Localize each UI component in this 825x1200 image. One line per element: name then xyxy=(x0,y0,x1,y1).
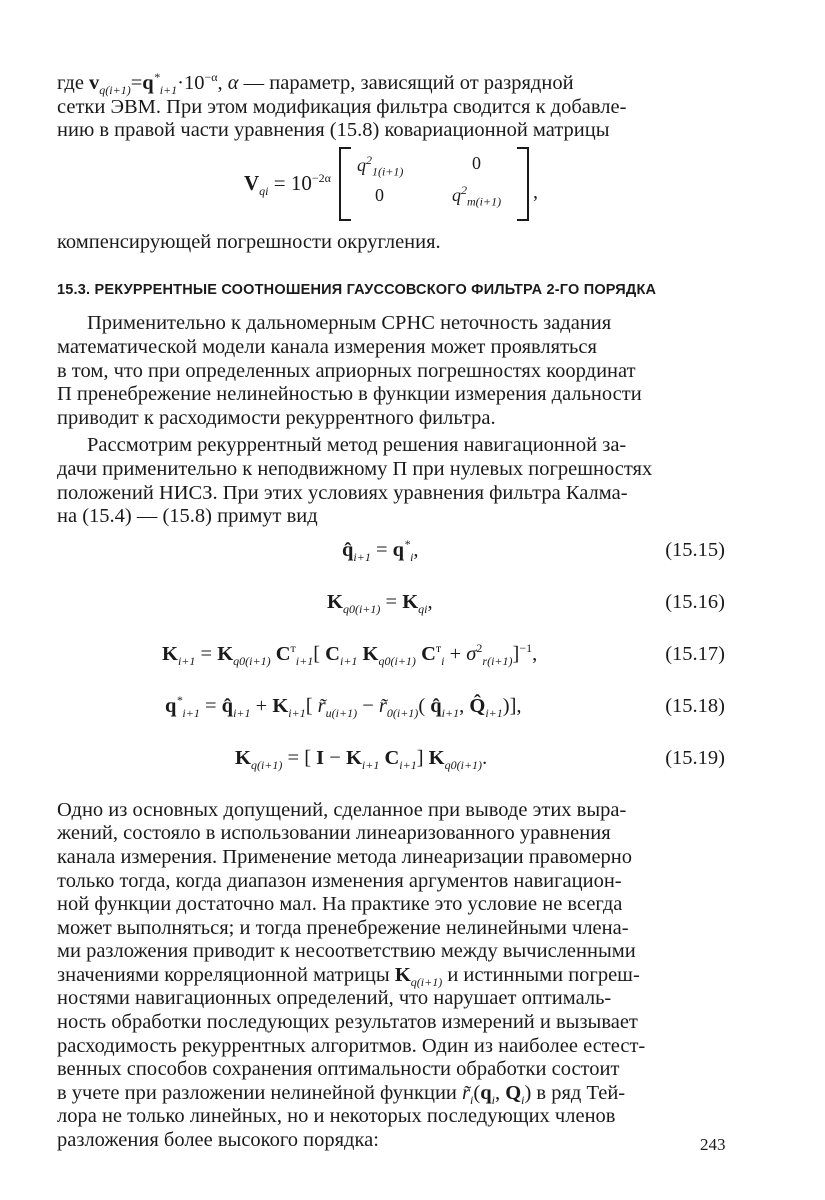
equation-number: (15.17) xyxy=(665,642,725,665)
equation-15-18: $q^*_{i+1}$ = $q̂_{i+1} + K_{i+1}$[ $r̃_{и(i+1)}$ − $r̃_{0(i+1)}$( $q̂_{i+1}$, $Q̂_{i+1}$)], (15.18) xyxy=(165,692,725,720)
equation-number: (15.19) xyxy=(665,746,725,769)
comma: , xyxy=(533,180,538,203)
equation-number: (15.16) xyxy=(665,590,725,613)
text-line: дачи применительно к неподвижному П при нулевых погрешностях xyxy=(57,457,653,480)
text-line: лора не только линейных, но и некоторых последующих членов xyxy=(57,1105,616,1128)
text-line: расходимость рекуррентных алгоритмов. Один из наиболее естест- xyxy=(57,1034,646,1057)
right-bracket xyxy=(517,147,529,221)
text-line: венных способов сохранения оптимальности обработки состоит xyxy=(57,1058,620,1081)
left-bracket xyxy=(339,147,351,221)
text-line: в учете при разложении нелинейной функции $r̃_i(q_i$, $Q_i$) в ряд Тей- xyxy=(57,1081,626,1107)
text-line: где $v_{q(i+1)}=q^*_{i+1}\cdot 10^{-\alpha}$, α — параметр, зависящий от разрядной xyxy=(57,70,574,98)
text-line: положений НИСЗ. При этих условиях уравнения фильтра Калма- xyxy=(57,481,628,504)
equation-number: (15.18) xyxy=(665,694,725,717)
text-line: Одно из основных допущений, сделанное при выводе этих выра- xyxy=(57,798,627,821)
matrix-lhs: $V_{qi} = 10^{-2\alpha}$ xyxy=(244,170,331,198)
text-line: ми разложения приводит к несоответствию между вычисленными xyxy=(57,940,636,963)
text-line: сетки ЭВМ. При этом модификация фильтра сводится к добавле- xyxy=(57,95,627,118)
text-line: канала измерения. Применение метода линеаризации правомерно xyxy=(57,845,633,868)
text-line: нию в правой части уравнения (15.8) ковариационной матрицы xyxy=(57,119,610,142)
text-line: жений, состояло в использовании линеаризованного уравнения xyxy=(57,822,611,845)
matrix-cell-a12: 0 xyxy=(472,152,481,173)
page-number: 243 xyxy=(700,1135,726,1154)
matrix-cell-a11: $q^2_{1(i+1)}$ xyxy=(357,152,404,179)
matrix-equation xyxy=(57,147,725,229)
equation-15-17: $K_{i+1} = K_{q0(i+1)}$ $C^т_{i+1}$[ $C_{i+1}$ $K_{q0(i+1)}$ $C^т_i + \sigma^2_{r(i+1)}]^{-1}$, (15.17) xyxy=(162,640,725,668)
text-line: на (15.4) — (15.8) примут вид xyxy=(57,505,318,528)
text-line: только тогда, когда диапазон изменения аргументов навигацион- xyxy=(57,869,622,892)
equation-15-15: $q̂_{i+1} = q^*_i$, (15.15) xyxy=(342,536,725,564)
text-line: разложения более высокого порядка: xyxy=(57,1129,379,1152)
text-line: Рассмотрим рекуррентный метод решения навигационной за- xyxy=(87,434,627,457)
text-line: П пренебрежение нелинейностью в функции измерения дальности xyxy=(57,383,642,406)
text-line: значениями корреляционной матрицы $K_{q(i+1)}$ и истинными погреш- xyxy=(57,963,640,989)
text-line: математической модели канала измерения может проявляться xyxy=(57,335,597,358)
text-line: ной функции достаточно мал. На практике это условие не всегда xyxy=(57,893,623,916)
matrix-cell-a21: 0 xyxy=(375,184,384,205)
text-line: ностями навигационных определений, что нарушает оптималь- xyxy=(57,987,612,1010)
text-line: компенсирующей погрешности округления. xyxy=(57,230,441,253)
text-line: Применительно к дальномерным СРНС неточность задания xyxy=(87,312,612,335)
text-line: приводит к расходимости рекуррентного фильтра. xyxy=(57,406,496,429)
equation-number: (15.15) xyxy=(665,538,725,561)
text-line: в том, что при определенных априорных погрешностях координат xyxy=(57,359,636,382)
equation-15-16: $K_{q0(i+1)} = K_{qi}$, (15.16) xyxy=(327,590,725,616)
equation-15-19: $K_{q(i+1)}$ = [ $I - K_{i+1}$ $C_{i+1}$] $K_{q0(i+1)}$. (15.19) xyxy=(235,746,725,772)
matrix-cell-a22: $q^2_{m(i+1)}$ xyxy=(452,182,502,209)
text-line: ность обработки последующих результатов измерений и вызывает xyxy=(57,1011,638,1034)
page-body xyxy=(57,72,725,1153)
section-heading: 15.3. РЕКУРРЕНТНЫЕ СООТНОШЕНИЯ ГАУССОВСКОГО ФИЛЬТРА 2-ГО ПОРЯДКА xyxy=(57,282,657,299)
text-line: может выполняться; и тогда пренебрежение нелинейными члена- xyxy=(57,916,629,939)
